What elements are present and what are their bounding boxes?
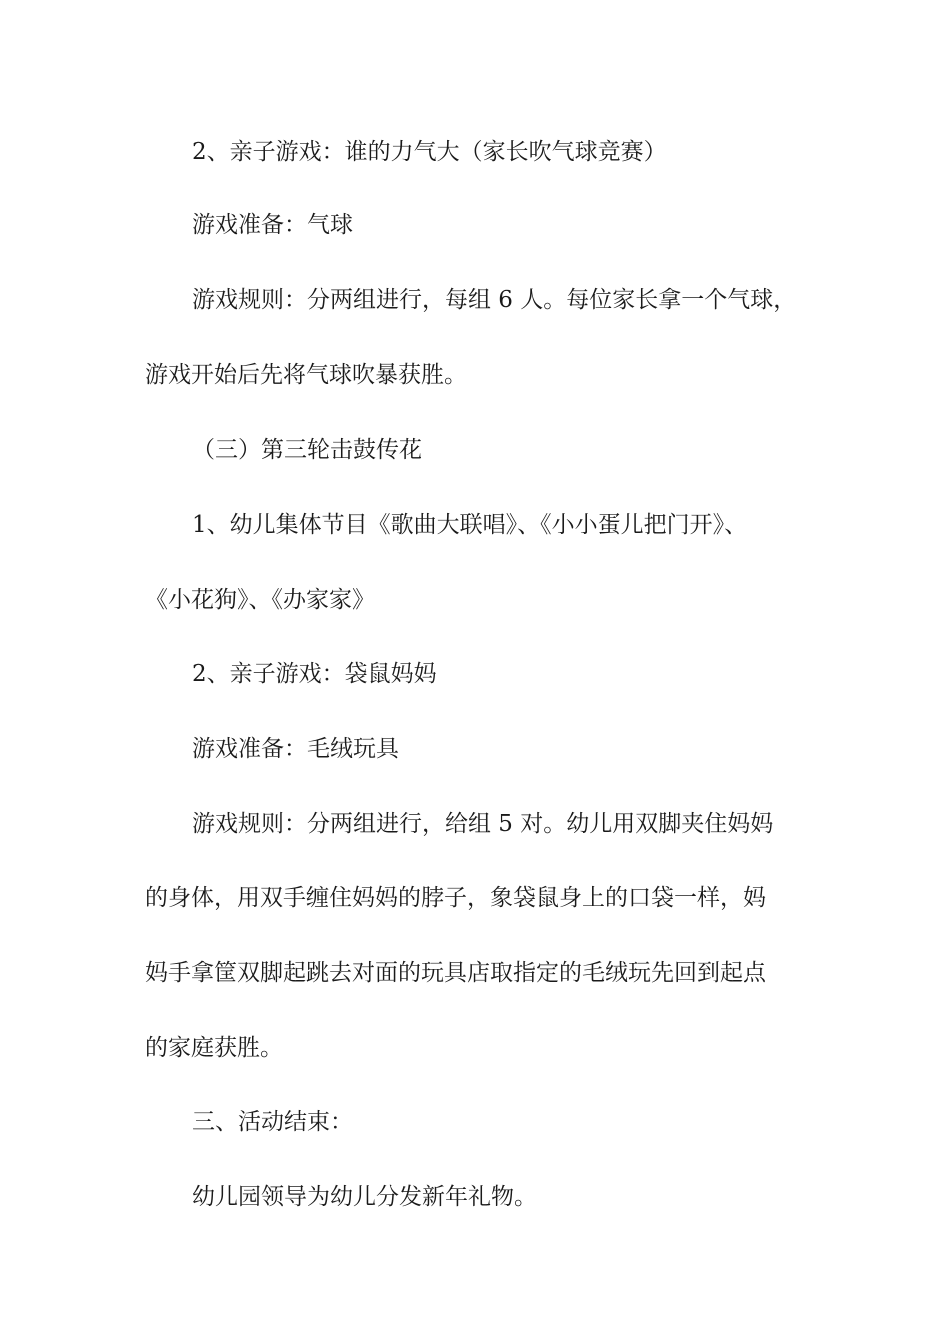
paragraph-line: 2、亲子游戏：谁的力气大（家长吹气球竞赛） xyxy=(192,139,667,165)
paragraph-line: 《小花狗》、《办家家》 xyxy=(145,587,375,613)
paragraph-line: 幼儿园领导为幼儿分发新年礼物。 xyxy=(192,1184,537,1210)
paragraph-line: 游戏规则：分两组进行，每组 6 人。每位家长拿一个气球， xyxy=(192,287,797,313)
paragraph-line: 的家庭获胜。 xyxy=(145,1035,283,1061)
paragraph-line: 2、亲子游戏：袋鼠妈妈 xyxy=(192,661,437,687)
paragraph-line: 游戏规则：分两组进行，给组 5 对。幼儿用双脚夹住妈妈 xyxy=(192,811,774,837)
paragraph-line: 1、幼儿集体节目《歌曲大联唱》、《小小蛋儿把门开》、 xyxy=(192,512,748,538)
paragraph-line: 的身体，用双手缠住妈妈的脖子，象袋鼠身上的口袋一样，妈 xyxy=(145,885,766,911)
paragraph-line: 游戏开始后先将气球吹暴获胜。 xyxy=(145,362,467,388)
paragraph-line: 游戏准备：毛绒玩具 xyxy=(192,736,399,762)
paragraph-line: 游戏准备：气球 xyxy=(192,212,353,238)
section-heading: 三、活动结束： xyxy=(192,1109,353,1135)
paragraph-line: 妈手拿筐双脚起跳去对面的玩具店取指定的毛绒玩先回到起点 xyxy=(145,960,766,986)
section-heading: （三）第三轮击鼓传花 xyxy=(192,437,422,463)
